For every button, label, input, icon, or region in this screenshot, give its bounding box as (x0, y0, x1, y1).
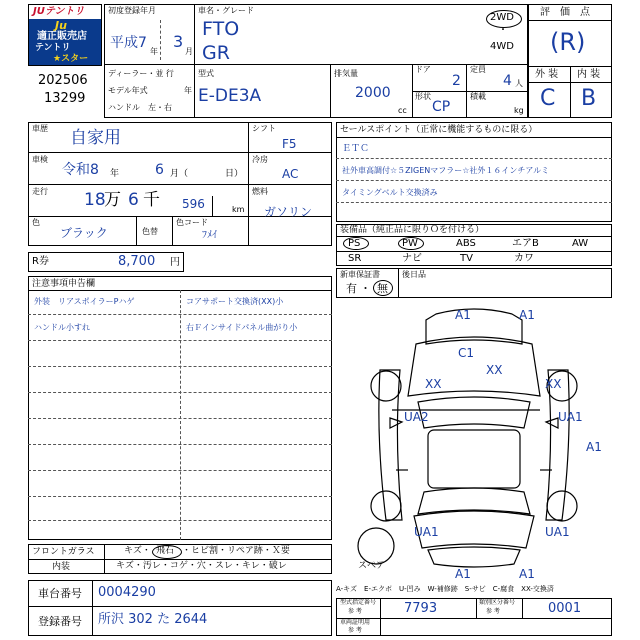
type-no-sub: 参 考 (348, 608, 362, 615)
warranty-yes: 有 (346, 282, 357, 295)
front-glass-circ: 飛石 (156, 546, 175, 556)
damage-legend: A-キズ E-エクボ U-凹み W-補修跡 S-サビ C-腐食 XX-交換済 (336, 585, 554, 593)
capacity-unit: 人 (515, 79, 523, 88)
cert-sub: 参 考 (348, 627, 362, 634)
door-value: 2 (452, 73, 461, 89)
interior-value: B (581, 86, 597, 111)
reg-value: 所沢 302 た 2644 (98, 612, 208, 627)
equipment-title: 装備品（純正品に限りＯを付ける） (340, 225, 485, 235)
chassis-label: 車台番号 (38, 587, 82, 600)
selling-point-3: タイミングベルト交換済み (342, 188, 438, 197)
fuel-value: ガソリン (264, 205, 313, 219)
code-a1-front-right: A1 (519, 308, 535, 322)
class-no-value: 0001 (548, 601, 582, 616)
equip-ps: PS (348, 238, 361, 249)
code-ua1-left-rear: UA1 (414, 525, 439, 539)
equip-leather: カワ (514, 253, 534, 264)
color-value: ブラック (60, 226, 108, 240)
front-glass-post: ・ヒビ割・リペア跡・Ｘ要 (182, 546, 290, 556)
model-year-label: モデル年式 (108, 86, 148, 95)
code-a1-right-mid: A1 (586, 440, 602, 454)
note-left-1: 外装 リアスポイラーPハゲ (34, 297, 135, 306)
type-label: 型式 (198, 69, 214, 78)
mileage-man-unit: 万 (104, 190, 121, 210)
equip-aw: AW (572, 238, 589, 249)
score-value: (R) (550, 28, 586, 56)
equip-sr: SR (348, 253, 362, 264)
load-label: 積載 (470, 92, 486, 101)
front-glass-label: フロントガラス (32, 547, 95, 557)
first-reg-month-unit: 月 (185, 47, 193, 56)
inspection-year-unit: 年 (110, 169, 120, 179)
shift-label: シフト (252, 124, 276, 133)
code-ua2-left-front: UA2 (404, 410, 429, 424)
shape-label: 形状 (415, 92, 431, 101)
capacity-value: 4 (503, 73, 512, 89)
handle-label: ハンドル 左・右 (108, 103, 172, 112)
equip-navi: ナビ (402, 253, 422, 264)
code-xx-right: XX (545, 377, 562, 391)
interior-cond-value: キズ・汚レ・コゲ・穴・スレ・キレ・破レ (116, 561, 287, 571)
logo-line4: ★スター (53, 54, 89, 64)
class-no-label: 類別区分番号 (479, 599, 516, 606)
equip-pw: PW (402, 238, 418, 249)
code-c1-hood: C1 (458, 346, 475, 360)
note-right-2: 右Ｆインサイドパネル曲がり小 (186, 323, 298, 332)
inspection-day-unit: 日） (225, 169, 244, 179)
inspection-era: 令和8 (62, 162, 99, 178)
selling-points-title: セールスポイント（正常に機能するものに限る） (340, 125, 538, 135)
first-reg-year-unit: 年 (150, 47, 158, 56)
mileage-label: 走行 (32, 187, 48, 196)
note-right-1: コアサポート交換済(XX)小 (186, 297, 284, 306)
code-xx-center: XX (486, 363, 503, 377)
score-label: 評 価 点 (540, 7, 590, 18)
exterior-label: 外 装 (535, 69, 559, 80)
code-ua1-right-front: UA1 (558, 410, 583, 424)
drive-dot: ・ (498, 25, 508, 36)
recycle-value: 8,700 (118, 254, 156, 269)
cert-label: 車両証明用 (340, 619, 371, 626)
shape-value: CP (432, 99, 451, 115)
logo-top-text: JUテントリ (33, 6, 85, 17)
dealer-label: ディーラー・並 行 (108, 69, 174, 78)
grade: GR (202, 42, 230, 64)
color-code-value: ﾌﾒｲ (202, 230, 217, 241)
ac-value: AC (282, 167, 299, 181)
history-value: 自家用 (70, 128, 121, 148)
displacement-unit: cc (398, 106, 407, 115)
inspection-label: 車検 (32, 155, 48, 164)
drive-4wd: 4WD (490, 41, 514, 52)
equip-airbag: エアB (512, 238, 539, 249)
mileage-sen: 6 (128, 190, 139, 210)
type-value: E-DE3A (198, 86, 262, 106)
warranty-no: 無 (377, 282, 388, 295)
capacity-label: 定員 (470, 65, 486, 74)
mileage-unit: km (232, 205, 245, 214)
front-glass-pre: キズ・ (124, 546, 151, 556)
lot-number-1: 202506 (38, 73, 88, 88)
car-name: FTO (202, 18, 240, 40)
equip-abs: ABS (456, 238, 476, 249)
header-grid (104, 4, 528, 118)
history-label: 車歴 (32, 124, 48, 133)
code-ua1-right-rear: UA1 (545, 525, 570, 539)
first-reg-era: 平成7 (110, 35, 147, 51)
interior-label: 内 装 (577, 69, 601, 80)
reg-label: 登録番号 (38, 615, 82, 628)
notes-title: 注意事項申告欄 (32, 279, 96, 289)
color-label: 色 (32, 218, 40, 227)
drive-2wd: 2WD (490, 12, 514, 23)
code-a1-rear-right: A1 (519, 567, 535, 581)
recycle-box (28, 252, 184, 272)
lot-number-2: 13299 (44, 91, 86, 106)
chassis-value: 0004290 (98, 585, 156, 600)
first-reg-month: 3 (173, 32, 184, 51)
brand-logo (28, 4, 102, 66)
type-no-label: 型式指定番号 (340, 599, 377, 606)
model-year-unit: 年 (184, 86, 192, 95)
class-no-sub: 参 考 (486, 608, 500, 615)
code-a1-rear-left: A1 (455, 567, 471, 581)
recycle-label: R券 (32, 256, 49, 267)
inspection-month-unit: 月（ (170, 169, 189, 179)
selling-point-2: 社外車高調付☆５ZIGENマフラー☆社外１６インチアルミ (342, 166, 550, 175)
fuel-label: 燃料 (252, 187, 268, 196)
interior-cond-label: 内装 (52, 562, 71, 572)
warranty-label: 新車保証書 (340, 270, 380, 279)
color-change-label: 色替 (142, 227, 158, 236)
spare-label: スペア (358, 561, 386, 571)
equip-tv: TV (460, 253, 473, 264)
load-unit: kg (514, 106, 524, 115)
selling-point-1: ＥＴＣ (342, 144, 370, 154)
ac-label: 冷房 (252, 155, 268, 164)
note-left-2: ハンドル小すれ (34, 323, 90, 332)
logo-ju-text: Ju (55, 19, 67, 32)
later-label: 後日品 (402, 270, 426, 279)
car-name-label: 車名・グレード (198, 6, 254, 15)
type-no-value: 7793 (404, 601, 438, 616)
first-reg-label: 初度登録年月 (108, 6, 156, 15)
logo-line3: テントリ (35, 43, 71, 53)
door-label: ドア (415, 65, 431, 74)
exterior-value: C (540, 86, 556, 111)
code-a1-front-left: A1 (455, 308, 471, 322)
code-xx-left: XX (425, 377, 442, 391)
inspection-month: 6 (155, 162, 164, 178)
mileage-sen-unit: 千 (143, 190, 160, 210)
displacement-value: 2000 (355, 85, 391, 101)
recycle-unit: 円 (170, 257, 180, 268)
displacement-label: 排気量 (334, 69, 358, 78)
shift-value: F5 (282, 137, 297, 151)
logo-line2: 適正販売店 (37, 31, 87, 42)
mileage-rest: 596 (182, 197, 205, 211)
warranty-dot: ・ (360, 282, 371, 295)
color-code-label: 色コード (176, 218, 208, 227)
mileage-man: 18 (84, 190, 106, 210)
car-diagram (336, 300, 612, 576)
